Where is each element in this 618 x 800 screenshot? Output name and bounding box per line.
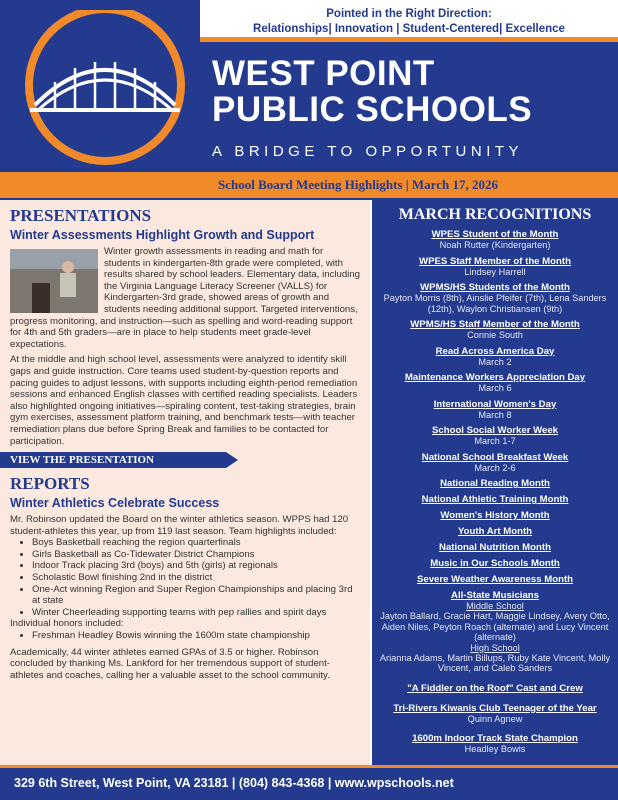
left-column bbox=[0, 200, 370, 765]
district-title-line-2: PUBLIC SCHOOLS bbox=[212, 90, 533, 129]
reports-title: REPORTS bbox=[10, 474, 90, 494]
list-item: • Freshman Headley Bowis winning the 1600m state championship bbox=[32, 630, 360, 642]
recognition-detail: March 2-6 bbox=[474, 462, 516, 473]
individual-label: Individual honors included: bbox=[10, 618, 124, 630]
recognition-name: Youth Art Month bbox=[457, 526, 533, 537]
presentations-subtitle: Winter Assessments Highlight Growth and Support bbox=[10, 228, 315, 242]
presenter-photo bbox=[10, 249, 98, 313]
kiwanis-detail: Quinn Agnew bbox=[467, 713, 523, 724]
musicians-block bbox=[372, 590, 618, 674]
recognition-item bbox=[372, 425, 618, 447]
recognition-item bbox=[372, 229, 618, 251]
header-banner bbox=[0, 0, 618, 200]
recognition-detail: Noah Rutter (Kindergarten) bbox=[439, 240, 551, 250]
recognition-name: National School Breakfast Week bbox=[421, 451, 569, 463]
recognitions-list bbox=[372, 229, 618, 585]
track-block bbox=[372, 733, 618, 755]
list-item: • Scholastic Bowl finishing 2nd in the district bbox=[32, 572, 360, 584]
recognition-item bbox=[372, 346, 618, 368]
recognition-name: Severe Weather Awareness Month bbox=[416, 574, 574, 585]
kiwanis-title: Tri-Rivers Kiwanis Club Teenager of the Year bbox=[393, 702, 597, 714]
recognition-name: WPMS/HS Students of the Month bbox=[420, 282, 570, 293]
list-item: • Winter Cheerleading supporting teams with pep rallies and spirit days bbox=[32, 607, 360, 619]
musicians-title: All-State Musicians bbox=[451, 590, 539, 601]
list-item: • One-Act winning Region and Super Region Championships and placing 3rd at state bbox=[32, 584, 360, 607]
recognition-item bbox=[372, 319, 618, 341]
recognition-name: National Athletic Training Month bbox=[421, 494, 569, 505]
recognition-item bbox=[372, 452, 618, 474]
recognition-item bbox=[372, 256, 618, 278]
tagline-values: Relationships| Innovation | Student-Centered| Excellence bbox=[253, 23, 565, 35]
recognition-name: Music in Our Schools Month bbox=[430, 558, 560, 569]
high-school-label: High School bbox=[470, 642, 520, 653]
recognition-detail: March 2 bbox=[478, 356, 512, 367]
kiwanis-block bbox=[372, 703, 618, 725]
recognitions-title: MARCH RECOGNITIONS bbox=[398, 206, 592, 223]
recognition-detail: Lindsey Harrell bbox=[464, 266, 526, 277]
track-title: 1600m Indoor Track State Champion bbox=[412, 733, 578, 744]
recognition-name: National Nutrition Month bbox=[439, 542, 551, 553]
middle-school-names: Jayton Ballard, Gracie Hart, Maggie Lindsey, Avery Otto, Aiden Niles, Peyton Roach (alternate) and Lucy Vincent (alternate) bbox=[380, 611, 610, 642]
recognition-name: WPMS/HS Staff Member of the Month bbox=[410, 319, 580, 330]
recognition-item bbox=[372, 542, 618, 553]
track-detail: Headley Bowis bbox=[464, 744, 526, 754]
presentations-para-2: At the middle and high school level, assessments were analyzed to identify skill gaps and guide instruction. Core teams used student-by-question reports and pacing guides to adjust lessons, with supports including eighth-period remediation sessions and enhanced English classes with certified reading specialists. Leaders also highlighted ongoing initiatives—spiraling content, test-taking strategies, brain gym exercises, assessment platform training, and benchmark tests—with teacher remediation plans due before Spring Break and families to be contacted for participation. bbox=[10, 354, 358, 447]
list-item: • Girls Basketball as Co-Tidewater District Champions bbox=[32, 549, 360, 561]
recognitions-column bbox=[372, 200, 618, 765]
recognition-name: Maintenance Workers Appreciation Day bbox=[404, 372, 586, 383]
footer-contact: 329 6th Street, West Point, VA 23181 | (804) 843-4368 | www.wpschools.net bbox=[0, 765, 618, 800]
recognition-name: National Reading Month bbox=[440, 478, 550, 489]
recognition-item bbox=[372, 478, 618, 489]
district-subtitle: A BRIDGE TO OPPORTUNITY bbox=[212, 143, 524, 160]
recognition-name: Women's History Month bbox=[440, 510, 550, 521]
fiddler-title: "A Fiddler on the Roof" Cast and Crew bbox=[407, 682, 583, 694]
recognition-detail: March 1-7 bbox=[474, 436, 516, 446]
recognition-item bbox=[372, 510, 618, 521]
recognition-name: International Women's Day bbox=[433, 398, 557, 410]
meeting-bar bbox=[0, 172, 618, 198]
middle-school-label: Middle School bbox=[466, 601, 524, 611]
recognition-name: WPES Staff Member of the Month bbox=[419, 255, 571, 267]
recognition-item bbox=[372, 558, 618, 569]
fiddler-block bbox=[372, 683, 618, 694]
reports-closing: Academically, 44 winter athletes earned GPAs of 3.5 or higher. Robinson concluded by thanking Ms. Lankford for her tremendous support of student-athletes and coaches, calling her a valuable asset to the school community. bbox=[10, 646, 330, 681]
high-school-names: Arianna Adams, Martin Billups, Ruby Kate Vincent, Molly Vincent, and Caleb Sanders bbox=[379, 652, 611, 673]
recognition-name: Read Across America Day bbox=[435, 345, 555, 357]
recognition-item bbox=[372, 494, 618, 505]
team-highlights-list bbox=[10, 537, 360, 618]
recognition-detail: Connie South bbox=[467, 330, 523, 340]
district-title bbox=[212, 56, 532, 128]
presentations-para-1 bbox=[10, 246, 360, 350]
recognition-detail: March 8 bbox=[478, 409, 512, 420]
recognition-item bbox=[372, 399, 618, 421]
list-item: • Boys Basketball reaching the region quarterfinals bbox=[32, 537, 360, 549]
meeting-date: School Board Meeting Highlights | March 17, 2026 bbox=[218, 177, 498, 192]
list-item: • Indoor Track placing 3rd (boys) and 5th (girls) at regionals bbox=[32, 560, 360, 572]
individual-honors-list bbox=[10, 630, 360, 642]
recognition-item bbox=[372, 526, 618, 537]
recognition-detail: March 6 bbox=[478, 383, 512, 393]
recognition-item bbox=[372, 282, 618, 314]
recognition-name: School Social Worker Week bbox=[431, 425, 558, 436]
presentations-title: PRESENTATIONS bbox=[10, 206, 152, 225]
reports-subtitle: Winter Athletics Celebrate Success bbox=[10, 496, 220, 511]
reports-intro: Mr. Robinson updated the Board on the winter athletics season. WPPS had 120 student-athletes this year, up from 119 last season. Team highlights included: bbox=[10, 514, 349, 537]
tagline-heading: Pointed in the Right Direction: bbox=[326, 8, 492, 20]
recognition-item bbox=[372, 574, 618, 585]
tagline-box bbox=[200, 0, 618, 42]
district-title-line-1: WEST POINT bbox=[212, 54, 435, 93]
recognition-item bbox=[372, 372, 618, 394]
recognition-name: WPES Student of the Month bbox=[431, 229, 559, 240]
recognition-detail: Payton Morris (8th), Ainslie Pfeifer (7th), Lena Sanders (12th), Waylon Christiansen (9th) bbox=[383, 293, 607, 314]
presentations-para-1-text: Winter growth assessments in reading and math for students in kindergarten-8th grade were completed, with results shared by school leaders. Elementary data, including the Virginia Language Literacy Screener (VALLS) for Kindergarten-3rd grade, showed areas of growth and students needing additional support. Targeted interventions, progress monitoring, and instruction—such as spelling and word-reading support for 4th and 5th graders—are in place to help students meet grade-level expectations. bbox=[10, 246, 360, 350]
bridge-logo-icon bbox=[0, 10, 210, 170]
presenter-image-icon bbox=[10, 249, 98, 313]
view-presentation-button[interactable]: VIEW THE PRESENTATION bbox=[0, 452, 226, 468]
